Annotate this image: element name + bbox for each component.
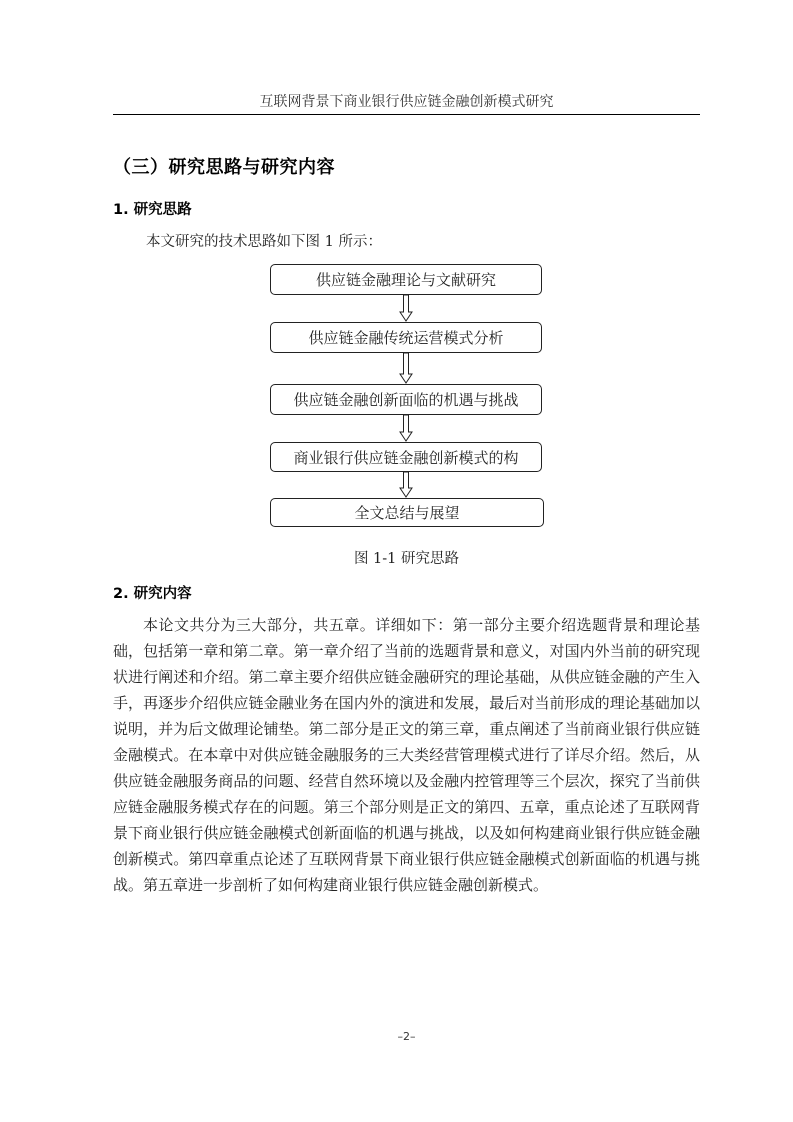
subsection-title-research-content: 2. 研究内容 [113,586,192,602]
flow-step-4: 商业银行供应链金融创新模式的构 [270,442,542,472]
research-content-paragraph: 本论文共分为三大部分，共五章。详细如下：第一部分主要介绍选题背景和理论基础，包括第一章和第二章。第一章介绍了当前的选题背景和意义，对国内外当前的研究现状进行阐述和介绍。第二章主要介绍供应链金融研究的理论基础，从供应链金融的产生入手，再逐步介绍供应链金融业务在国内外的演进和发展，最后对当前形成的理论基础加以说明，并为后文做理论铺垫。第二部分是正文的第三章，重点阐述了当前商业银行供应链金融模式。在本章中对供应链金融服务的三大类经营管理模式进行了详尽介绍。然后，从供应链金融服务商品的问题、经营自然环境以及金融内控管理等三个层次，探究了当前供应链金融服务模式存在的问题。第三个部分则是正文的第四、五章，重点论述了互联网背景下商业银行供应链金融模式创新面临的机遇与挑战，以及如何构建商业银行供应链金融创新模式。第四章重点论述了互联网背景下商业银行供应链金融模式创新面临的机遇与挑战。第五章进一步剖析了如何构建商业银行供应链金融创新模式。 [113,616,700,894]
flowchart-intro-text: 本文研究的技术思路如下图 1 所示： [146,234,382,250]
flow-step-2: 供应链金融传统运营模式分析 [270,322,542,353]
running-header: 互联网背景下商业银行供应链金融创新模式研究 [113,92,700,115]
flow-arrow-4 [399,472,413,498]
flow-step-5: 全文总结与展望 [270,498,544,527]
flow-step-3: 供应链金融创新面临的机遇与挑战 [270,384,542,415]
figure-caption: 图 1-1 研究思路 [353,551,460,567]
flow-arrow-3 [399,415,413,442]
flow-arrow-2 [399,353,413,384]
subsection-title-research-approach: 1. 研究思路 [113,202,192,218]
page-number: –2– [397,1030,416,1043]
section-heading: （三）研究思路与研究内容 [113,157,335,178]
flow-arrow-1 [399,295,413,322]
flow-step-1: 供应链金融理论与文献研究 [270,264,542,295]
